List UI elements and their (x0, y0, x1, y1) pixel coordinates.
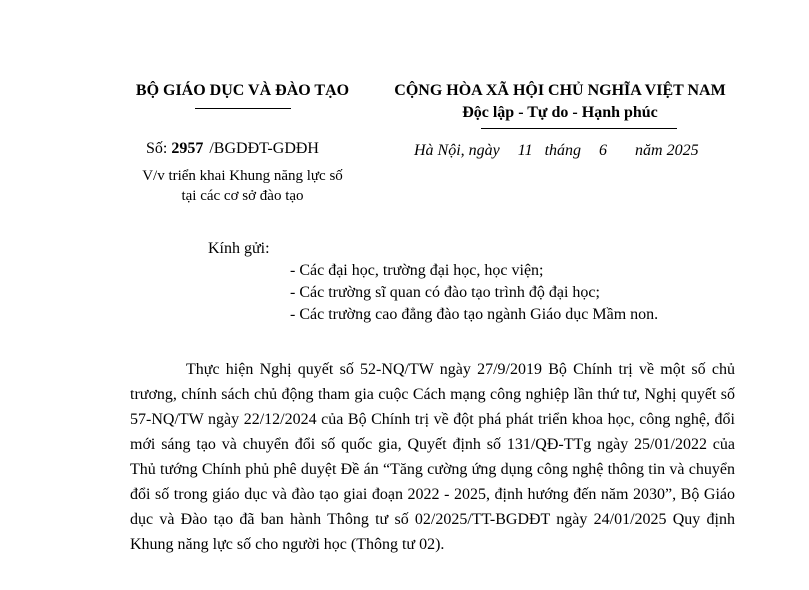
recipient-item: - Các đại học, trường đại học, học viện; (290, 262, 544, 279)
recipients-greeting: Kính gửi: (208, 240, 270, 257)
motto-underline (481, 128, 677, 129)
agency-underline (195, 108, 291, 109)
document-number-value: 2957 (171, 140, 204, 157)
date-day: 11 (517, 142, 533, 159)
subject-line-2: tại các cơ sở đào tạo (181, 188, 304, 204)
document-number-suffix: /BGDĐT-GDĐH (209, 140, 319, 157)
place-and-date (414, 140, 699, 162)
national-motto: Độc lập - Tự do - Hạnh phúc (462, 104, 658, 121)
recipient-item: - Các trường sĩ quan có đào tạo trình độ đại học; (290, 284, 600, 301)
issuing-agency: BỘ GIÁO DỤC VÀ ĐÀO TẠO (135, 82, 350, 99)
subject-line-1: V/v triển khai Khung năng lực số (142, 168, 343, 184)
place-label: Hà Nội, ngày (414, 142, 500, 159)
national-title: CỘNG HÒA XÃ HỘI CHỦ NGHĨA VIỆT NAM (394, 82, 726, 99)
body-paragraph: Thực hiện Nghị quyết số 52-NQ/TW ngày 27/9/2019 Bộ Chính trị về một số chủ trương, chính sách chủ động tham gia cuộc Cách mạng công nghiệp lần thứ tư, Nghị quyết số 57-NQ/TW ngày 22/12/2024 của Bộ Chính trị về đột phá phát triển khoa học, công nghệ, đổi mới sáng tạo và chuyển đổi số quốc gia, Quyết định số 131/QĐ-TTg ngày 25/01/2022 của Thủ tướng Chính phủ phê duyệt Đề án “Tăng cường ứng dụng công nghệ thông tin và chuyển đổi số trong giáo dục và đào tạo giai đoạn 2022 - 2025, định hướng đến năm 2030”, Bộ Giáo dục và Đào tạo đã ban hành Thông tư số 02/2025/TT-BGDĐT ngày 24/01/2025 Quy định Khung năng lực số cho người học (Thông tư 02). (130, 361, 735, 553)
document-number-prefix: Số: (146, 140, 168, 157)
recipient-item: - Các trường cao đẳng đào tạo ngành Giáo dục Mầm non. (290, 306, 659, 323)
document-subject (100, 166, 385, 206)
year-label: năm 2025 (635, 142, 699, 159)
month-label: tháng (544, 142, 582, 159)
date-month: 6 (599, 142, 608, 159)
document-number (146, 138, 319, 160)
recipients-list (290, 260, 658, 326)
